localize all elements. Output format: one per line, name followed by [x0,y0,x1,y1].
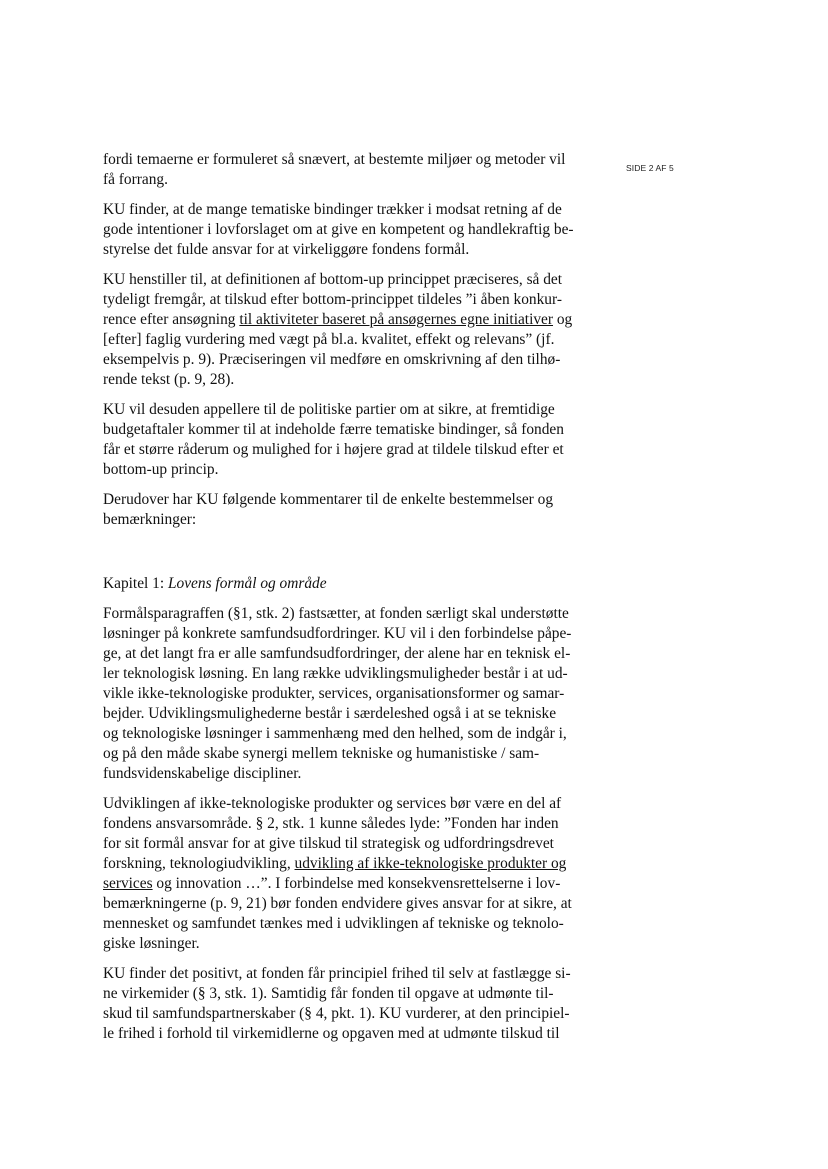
text-segment: løsninger på konkrete samfundsudfordringer. KU vil i den forbindelse påpe- [103,625,572,642]
text-segment: vikle ikke-teknologiske produkter, services, organisationsformer og samar- [103,685,565,702]
text-segment: bemærkninger: [103,511,197,528]
text-segment: fordi temaerne er formuleret så snævert, at bestemte miljøer og metoder vil [103,151,566,168]
text-line [103,440,585,460]
text-segment: bottom-up princip. [103,461,219,478]
text-line [103,684,585,704]
text-line [103,1004,585,1024]
text-line [103,814,585,834]
paragraph [103,490,585,530]
text-segment: fundsvidenskabelige discipliner. [103,765,302,782]
text-segment: ge, at det langt fra er alle samfundsudfordringer, der alene har en teknisk el- [103,645,571,662]
text-segment: eksempelvis p. 9). Præciseringen vil medføre en omskrivning af den tilhø- [103,351,561,368]
paragraph-spacer [103,390,585,400]
text-line [103,834,585,854]
text-segment: [efter] faglig vurdering med vægt på bl.a. kvalitet, effekt og relevans” (jf. [103,331,555,348]
text-line [103,460,585,480]
text-line [103,240,585,260]
text-segment: KU vil desuden appellere til de politiske partier om at sikre, at fremtidige [103,401,555,418]
heading-spacer [103,594,585,604]
paragraph-spacer [103,480,585,490]
text-line [103,724,585,744]
text-segment: rende tekst (p. 9, 28). [103,371,235,388]
text-line [103,964,585,984]
text-segment: forskning, teknologiudvikling, [103,855,295,872]
text-segment: budgetaftaler kommer til at indeholde færre tematiske bindinger, så fonden [103,421,564,438]
paragraph [103,604,585,784]
text-segment: får et større råderum og mulighed for i højere grad at tildele tilskud efter et [103,441,564,458]
text-line [103,270,585,290]
text-segment: for sit formål ansvar for at give tilskud til strategisk og udfordringsdrevet [103,835,554,852]
text-segment: fondens ansvarsområde. § 2, stk. 1 kunne således lyde: ”Fonden har inden [103,815,559,832]
text-line [103,854,585,874]
text-line [103,170,585,190]
text-line [103,894,585,914]
text-line [103,934,585,954]
paragraph-spacer [103,784,585,794]
text-segment: tydeligt fremgår, at tilskud efter bottom-princippet tildeles ”i åben konkur- [103,291,562,308]
text-line [103,220,585,240]
paragraph [103,150,585,190]
chapter-heading-prefix: Kapitel 1: [103,575,168,592]
page-number-label: SIDE 2 AF 5 [626,163,674,173]
text-line [103,794,585,814]
text-line [103,664,585,684]
text-line [103,604,585,624]
text-line [103,370,585,390]
text-segment: giske løsninger. [103,935,200,952]
text-segment: skud til samfundspartnerskaber (§ 4, pkt. 1). KU vurderer, at den principiel- [103,1005,570,1022]
text-segment: gode intentioner i lovforslaget om at give en kompetent og handlekraftig be- [103,221,574,238]
underlined-text: til aktiviteter baseret på ansøgernes egne initiativer [239,311,554,328]
text-segment: Formålsparagraffen (§1, stk. 2) fastsætter, at fonden særligt skal understøtte [103,605,569,622]
text-line [103,350,585,370]
text-line [103,510,585,530]
text-line [103,150,585,170]
paragraph [103,400,585,480]
text-segment: bemærkningerne (p. 9, 21) bør fonden endvidere gives ansvar for at sikre, at [103,895,572,912]
text-line [103,764,585,784]
text-line [103,874,585,894]
text-segment: KU henstiller til, at definitionen af bottom-up princippet præciseres, så det [103,271,563,288]
text-segment: le frihed i forhold til virkemidlerne og opgaven med at udmønte tilskud til [103,1025,560,1042]
text-segment: Udviklingen af ikke-teknologiske produkter og services bør være en del af [103,795,562,812]
text-segment: KU finder det positivt, at fonden får principiel frihed til selv at fastlægge si- [103,965,571,982]
paragraph-spacer [103,190,585,200]
paragraph-spacer [103,260,585,270]
text-segment: Derudover har KU følgende kommentarer til de enkelte bestemmelser og [103,491,554,508]
text-segment: og teknologiske løsninger i sammenhæng med den helhed, som de indgår i, [103,725,567,742]
text-segment: KU finder, at de mange tematiske bindinger trækker i modsat retning af de [103,201,562,218]
underlined-text: udvikling af ikke-teknologiske produkter og [294,855,567,872]
paragraph [103,964,585,1044]
text-line [103,330,585,350]
text-line [103,704,585,724]
chapter-heading-title: Lovens formål og område [167,575,327,592]
text-line [103,1024,585,1044]
text-line [103,624,585,644]
intro-section [103,150,585,530]
paragraph-spacer [103,954,585,964]
paragraph [103,200,585,260]
text-segment: og innovation …”. I forbindelse med konsekvensrettelserne i lov- [152,875,561,892]
text-line [103,420,585,440]
section-spacer [103,530,585,574]
text-line [103,644,585,664]
text-segment: ler teknologisk løsning. En lang række udviklingsmuligheder består i at ud- [103,665,568,682]
underlined-text: services [103,875,153,892]
document-body [103,150,585,1044]
text-segment: og [553,311,573,328]
paragraph [103,270,585,390]
text-line [103,744,585,764]
text-line [103,200,585,220]
chapter-section [103,604,585,1044]
chapter-heading [103,574,585,594]
text-segment: ne virkemider (§ 3, stk. 1). Samtidig får fonden til opgave at udmønte til- [103,985,554,1002]
text-segment: mennesket og samfundet tænkes med i udviklingen af tekniske og teknolo- [103,915,564,932]
text-segment: bejder. Udviklingsmulighederne består i særdeleshed også i at se tekniske [103,705,557,722]
text-line [103,400,585,420]
text-segment: og på den måde skabe synergi mellem tekniske og humanistiske / sam- [103,745,540,762]
text-line [103,310,585,330]
text-line [103,914,585,934]
text-line [103,290,585,310]
text-line [103,490,585,510]
text-segment: få forrang. [103,171,168,188]
text-segment: styrelse det fulde ansvar for at virkeliggøre fondens formål. [103,241,470,258]
text-segment: rence efter ansøgning [103,311,240,328]
text-line [103,984,585,1004]
paragraph [103,794,585,954]
